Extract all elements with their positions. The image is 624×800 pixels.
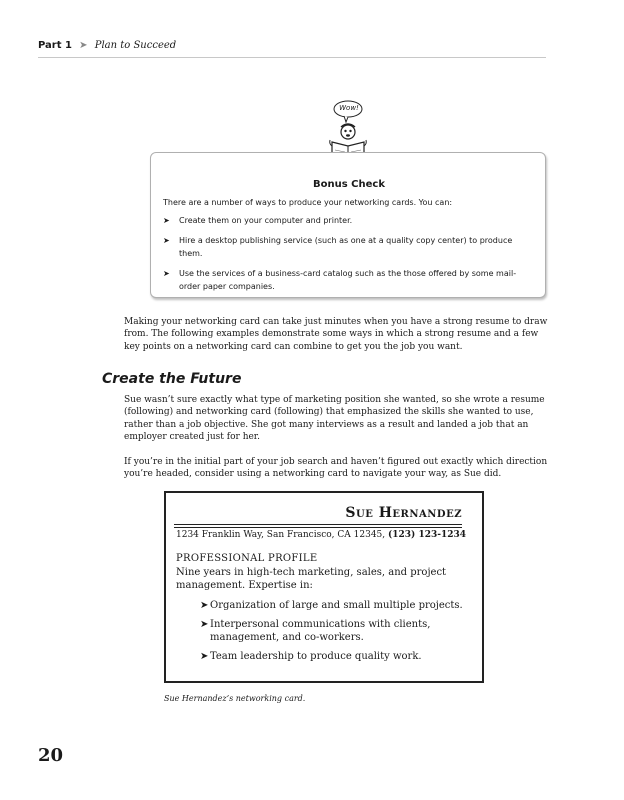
card-profile-title: PROFESSIONAL PROFILE	[176, 553, 318, 564]
arrow-bullet-icon: ➤	[200, 651, 209, 662]
divider	[174, 524, 462, 525]
card-contact	[176, 530, 466, 540]
section-heading: Create the Future	[102, 371, 242, 387]
speech-bubble-text: Wow!	[339, 104, 359, 112]
bonus-check-sidebar	[150, 152, 546, 298]
body-paragraph: If you’re in the initial part of your job search and haven’t figured out exactly which direction you’re headed, consider using a networking card to navigate your way, as Sue did.	[124, 457, 548, 480]
networking-card	[164, 491, 484, 683]
list-item: ➤ Interpersonal communications with clients, management, and co-workers.	[200, 619, 431, 643]
arrow-bullet-icon: ➤	[200, 619, 209, 630]
arrow-bullet-icon: ➤	[163, 269, 170, 278]
arrow-bullet-icon: ➤	[200, 600, 209, 611]
header-arrow-icon: ➤	[79, 40, 88, 51]
bonus-check-intro: There are a number of ways to produce your networking cards. You can:	[163, 198, 453, 207]
card-name: Sue Hernandez	[345, 505, 462, 521]
page-number: 20	[38, 745, 64, 766]
figure-caption: Sue Hernandez’s networking card.	[164, 694, 306, 703]
part-label: Part 1	[38, 40, 72, 51]
list-item: ➤ Organization of large and small multiple projects.	[200, 600, 463, 611]
arrow-bullet-icon: ➤	[163, 236, 170, 245]
list-item: ➤ Hire a desktop publishing service (such as one at a quality copy center) to produce them.	[163, 236, 513, 258]
intro-paragraph: Making your networking card can take just minutes when you have a strong resume to draw from. The following examples demonstrate some ways in which a strong resume and a few key points on a networking card can combine to get you the job you want.	[124, 317, 548, 352]
list-item: ➤ Use the services of a business-card catalog such as the those offered by some mail-order paper companies.	[163, 269, 517, 291]
list-item: ➤ Team leadership to produce quality work.	[200, 651, 422, 662]
card-profile-description: Nine years in high-tech marketing, sales, and project management. Expertise in:	[176, 567, 447, 591]
list-item: ➤ Create them on your computer and printer.	[163, 216, 353, 225]
arrow-bullet-icon: ➤	[163, 216, 170, 225]
body-paragraph: Sue wasn’t sure exactly what type of marketing position she wanted, so she wrote a resume (following) and networking card (following) that emphasized the skills she wanted to use, rather than a job objective. She got many interviews as a result and landed a job that an employer created just for her.	[124, 395, 545, 443]
bonus-check-title: Bonus Check	[313, 179, 385, 190]
chapter-title: Plan to Succeed	[94, 40, 177, 51]
running-header	[38, 40, 546, 58]
card-address: 1234 Franklin Way, San Francisco, CA 12345,	[176, 530, 386, 540]
card-phone: (123) 123-1234	[388, 530, 467, 540]
card-skill-list	[200, 599, 470, 669]
divider	[174, 527, 462, 528]
bonus-check-list	[163, 214, 535, 293]
